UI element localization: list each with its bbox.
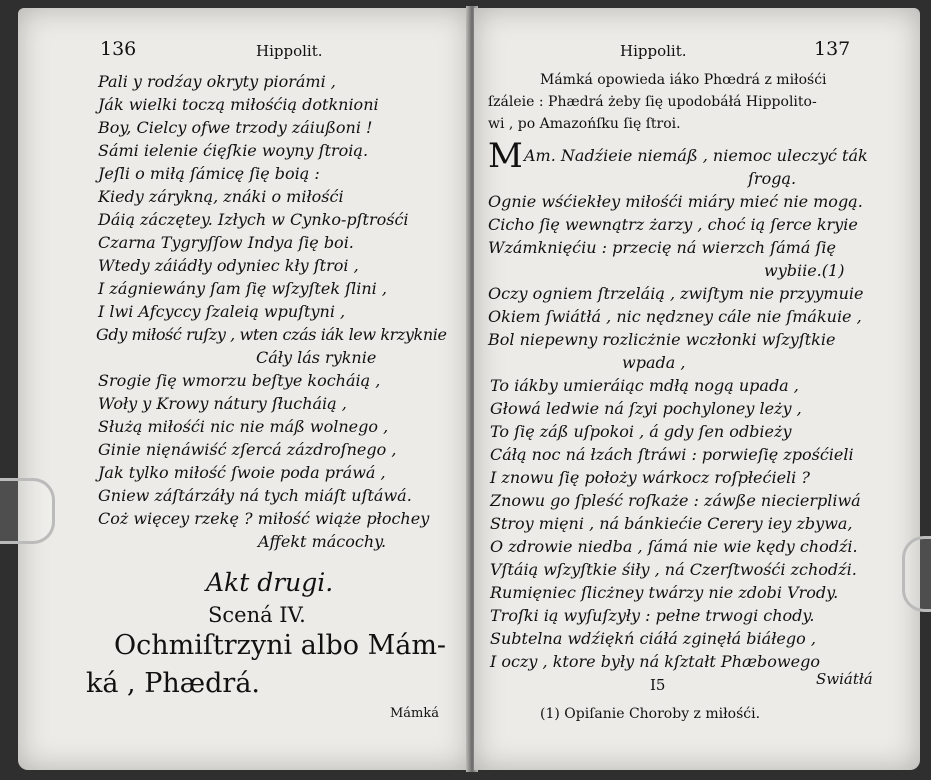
verse-line: Gdy miłość ruſzy , wten czás iák lew krzyknie bbox=[96, 325, 447, 344]
verse-line: Wtedy záiádły odyniec kły ſtroi , bbox=[98, 256, 359, 275]
verse-line: Znowu go ſpleść roſkaże : záwße niecierpliwá bbox=[490, 491, 861, 510]
verse-line: Jeſli o miłą ſámicę ſię boią : bbox=[98, 164, 320, 183]
left-page bbox=[18, 8, 470, 770]
verse-line: Kiedy zárykną, znáki o miłośći bbox=[98, 187, 344, 206]
page-number: 137 bbox=[814, 38, 851, 60]
verse-line: Wzámknięćiu : przecię ná wierzch ſámá ſię bbox=[488, 238, 836, 257]
verse-line: Okiem ſwiátłá , nic nędzney cále nie ſmákuie , bbox=[488, 307, 862, 326]
footnote: (1) Opiſanie Choroby z miłośći. bbox=[540, 706, 761, 722]
verse-line: Boy, Cielcy ofwe trzody záiußoni ! bbox=[98, 118, 373, 137]
verse-line: Rumięniec ſlicżney twárzy nie zdobi Vrody. bbox=[490, 583, 839, 602]
verse-line: Affekt mácochy. bbox=[258, 532, 387, 551]
verse-line: Ognie wśćiekłey miłośći miáry mieć nie mogą. bbox=[488, 192, 863, 211]
drop-capital: M bbox=[488, 136, 523, 176]
verse-line: Subtelna wdźiękń ciáłá zginęłá biáłego , bbox=[490, 629, 816, 648]
verse-line: Cáły lás ryknie bbox=[256, 348, 377, 367]
act-heading: Akt drugi. bbox=[206, 568, 334, 597]
verse-line: Coż więcey rzekę ? miłość wiąże płochey bbox=[98, 509, 430, 528]
dramatis-personae: Ochmiſtrzyni albo Mám- bbox=[114, 630, 447, 661]
verse-line: Głowá ledwie ná ſzyi pochyloney leży , bbox=[490, 399, 802, 418]
running-head: Hippolit. bbox=[620, 42, 687, 60]
verse-line: I znowu ſię położy wárkocz roſpłećieli ? bbox=[490, 468, 810, 487]
scene-argument: Mámká opowieda iáko Phœdrá z miłośći bbox=[540, 72, 827, 88]
verse-line: Dáią záczętey. Izłych w Cynko-pſtrośći bbox=[98, 210, 409, 229]
verse-line: Bol niepewny rozlicżnie wczłonki wſzyſtkie bbox=[488, 330, 836, 349]
verse-line: Cáłą noc ná łzách ſtráwi : porwieſię zpośćieli bbox=[490, 445, 854, 464]
verse-line: Troſki ią wyſuſzyły : pełne trwogi chody. bbox=[490, 606, 815, 625]
verse-line: Ják wielki toczą miłośćią dotknioni bbox=[98, 95, 379, 114]
verse-line: I lwi Afcyccy ſzaleią wpuſtyni , bbox=[98, 302, 346, 321]
dramatis-personae: ká , Phædrá. bbox=[86, 668, 261, 699]
verse-line: Oczy ogniem ſtrzeláią , zwiſtym nie przyymuie bbox=[488, 284, 864, 303]
verse-line: To ſię záß uſpokoi , á gdy ſen odbieży bbox=[490, 422, 792, 441]
verse-line: Pali y rodźay okryty piorámi , bbox=[98, 72, 336, 91]
catchword: Mámká bbox=[390, 706, 440, 721]
right-page bbox=[474, 8, 920, 770]
verse-line: wpada , bbox=[622, 353, 686, 372]
verse-line: Woły y Krowy nátury ſłucháią , bbox=[98, 394, 347, 413]
page-clip bbox=[902, 536, 931, 612]
verse-line: wybiie.(1) bbox=[764, 261, 845, 280]
verse-line: I oczy , ktore były ná kſztałt Phæbowego bbox=[490, 652, 820, 671]
speech-line: Am. Nadźieie niemáß , niemoc uleczyć ták bbox=[524, 146, 868, 165]
verse-line: Jak tylko miłość ſwoie poda práwá , bbox=[98, 463, 386, 482]
verse-line: Czarna Tygryſſow Indya ſię boi. bbox=[98, 233, 354, 252]
verse-line: Srogie ſię wmorzu beſtye kocháią , bbox=[98, 371, 381, 390]
verse-line: Sámi ielenie ćięſkie woyny ſtroią. bbox=[98, 141, 369, 160]
verse-line: O zdrowie niedba , ſámá nie wie kędy chodźi. bbox=[490, 537, 858, 556]
catchword: Swiátłá bbox=[816, 670, 873, 688]
verse-line: Służą miłośći nic nie máß wolnego , bbox=[98, 417, 389, 436]
running-head: Hippolit. bbox=[256, 42, 323, 60]
page-number: 136 bbox=[100, 38, 137, 60]
verse-line: Vſtáią wſzyſtkie śiły , ná Czerſtwośći zchodźi. bbox=[490, 560, 857, 579]
verse-line: ſrogą. bbox=[748, 169, 797, 188]
page-clip bbox=[0, 478, 55, 544]
verse-line: I zágniewány ſam ſię wſzyſtek ſlini , bbox=[98, 279, 387, 298]
scene-argument: wi , po Amazońſku ſię ſtroi. bbox=[488, 116, 681, 132]
signature-mark: I5 bbox=[650, 676, 666, 694]
verse-line: Stroy mięni , ná bánkiećie Cerery iey zbywa, bbox=[490, 514, 853, 533]
scene-heading: Scená IV. bbox=[208, 603, 306, 627]
verse-line: Gniew záſtárzáły ná tych miáſt uſtáwá. bbox=[98, 486, 412, 505]
verse-line: Cicho ſię wewnątrz żarzy , choć ią ſerce kryie bbox=[488, 215, 858, 234]
verse-line: To iákby umieráiąc mdłą nogą upada , bbox=[490, 376, 799, 395]
scene-argument: ſzáleie : Phædrá żeby ſię upodobáłá Hippolito- bbox=[488, 94, 817, 110]
verse-line: Ginie nięnáwiść zſercá zázdroſnego , bbox=[98, 440, 397, 459]
